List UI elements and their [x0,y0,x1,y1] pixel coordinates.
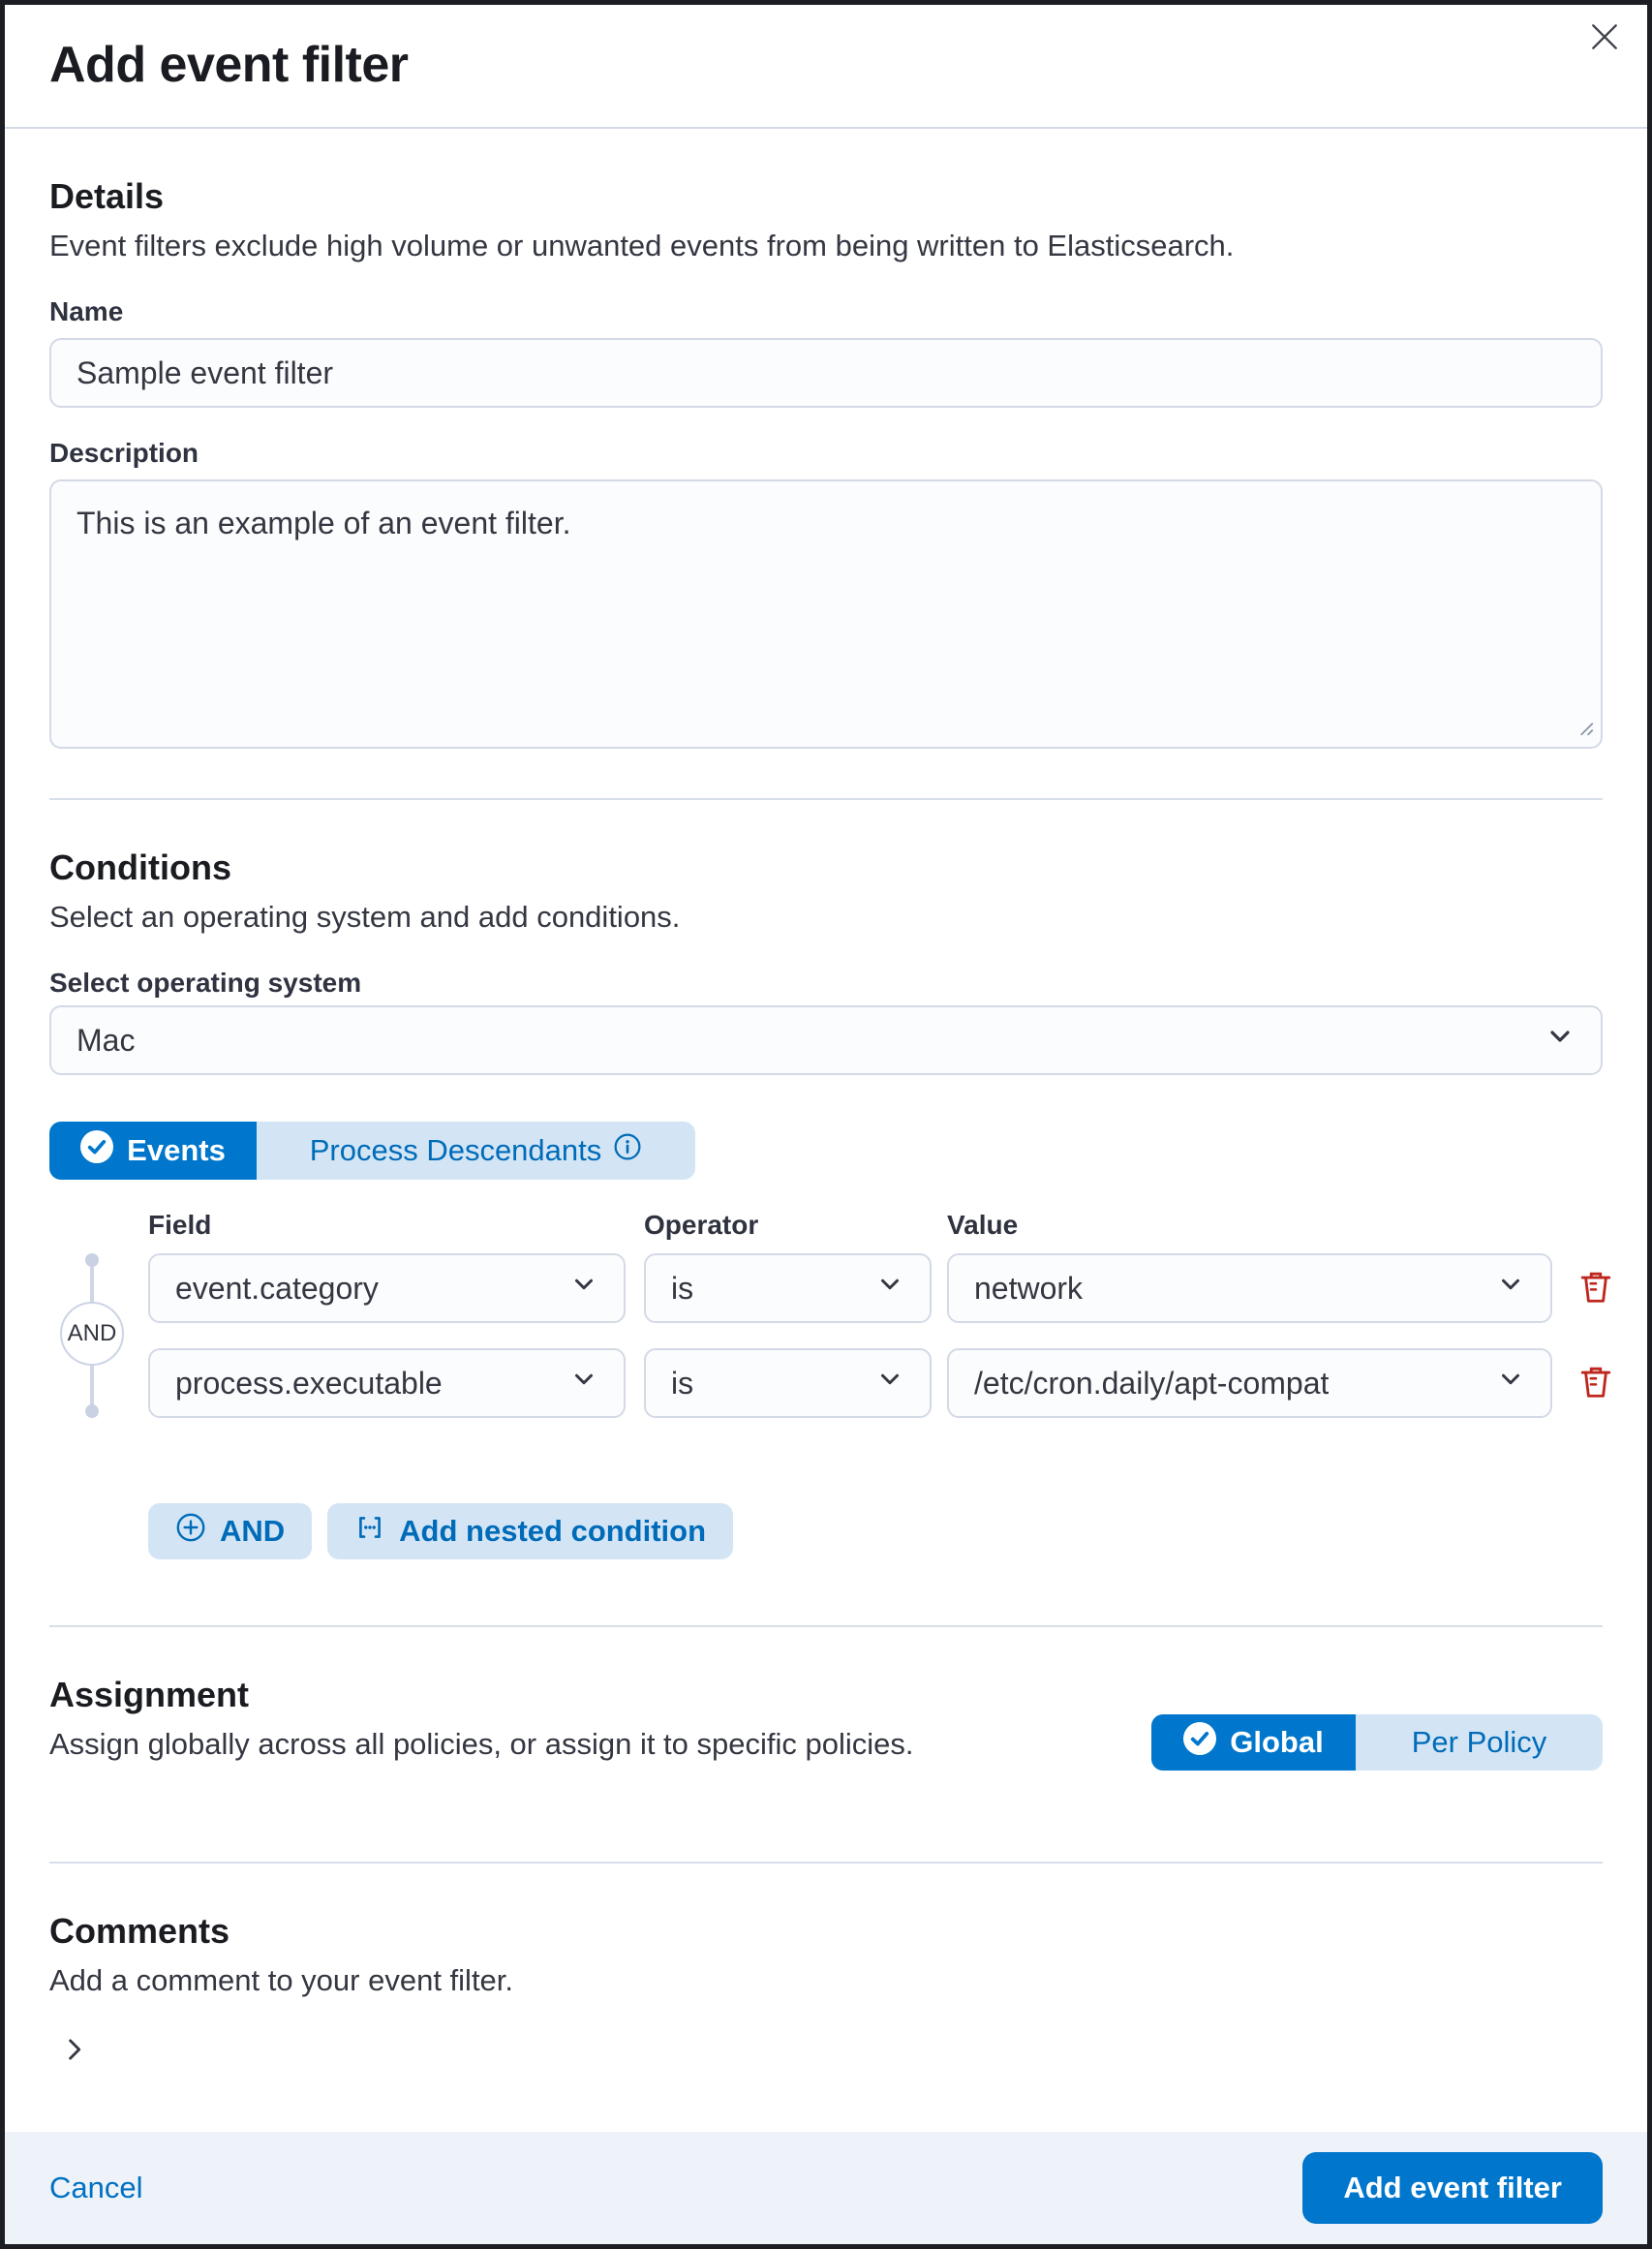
page-title: Add event filter [49,37,409,93]
conditions-heading: Conditions [49,847,231,887]
trash-icon [1577,1269,1614,1309]
tab-process-descendants-label: Process Descendants [309,1133,602,1167]
field-select[interactable] [148,1253,626,1323]
check-in-circle-icon [1183,1722,1216,1763]
field-column-label: Field [148,1210,212,1240]
condition-actions [49,1503,1603,1559]
add-nested-condition-button[interactable] [327,1503,733,1559]
comments-subtitle: Add a comment to your event filter. [49,1963,514,1997]
add-and-condition-label: AND [220,1514,286,1548]
toggle-per-policy-label: Per Policy [1411,1725,1547,1759]
comments-heading: Comments [49,1911,230,1951]
and-connector-badge: AND [60,1302,124,1366]
toggle-global[interactable] [1151,1714,1356,1771]
toggle-per-policy[interactable] [1356,1714,1603,1771]
modal-footer [5,2132,1647,2244]
assignment-toggle [1151,1714,1603,1771]
os-select-label: Select operating system [49,968,362,998]
chevron-down-icon [1545,1021,1576,1060]
chevron-down-icon [875,1270,904,1307]
cancel-button[interactable]: Cancel [49,2171,143,2204]
operator-select[interactable] [644,1348,932,1418]
comments-expand-button[interactable] [61,2036,88,2066]
value-select[interactable] [947,1348,1552,1418]
toggle-global-label: Global [1230,1725,1324,1759]
condition-column-labels [49,1209,1603,1242]
condition-rows [49,1253,1603,1418]
description-textarea[interactable] [49,479,1603,749]
condition-row [49,1348,1603,1418]
divider [49,798,1603,800]
name-label: Name [49,296,124,326]
value-select-value: network [974,1270,1084,1306]
operator-select-value: is [671,1365,694,1401]
delete-condition-button[interactable] [1577,1267,1614,1309]
nested-brackets-icon [354,1512,385,1551]
value-select-value: /etc/cron.daily/apt-compat [974,1365,1330,1401]
close-button[interactable] [1583,16,1626,59]
chevron-down-icon [1496,1365,1525,1402]
modal-body [5,175,1647,2068]
assignment-heading: Assignment [49,1675,250,1714]
chevron-down-icon [569,1365,598,1402]
tab-events-label: Events [127,1133,226,1167]
plus-in-circle-icon [175,1512,206,1551]
close-icon [1588,20,1621,56]
conditions-subtitle: Select an operating system and add conditions. [49,900,681,934]
check-in-circle-icon [80,1130,113,1171]
and-connector [49,1253,148,1418]
operator-column-label: Operator [644,1210,759,1240]
os-select[interactable] [49,1005,1603,1075]
add-nested-condition-label: Add nested condition [399,1514,707,1548]
add-and-condition-button[interactable] [148,1503,312,1559]
divider [49,1862,1603,1864]
chevron-down-icon [1496,1270,1525,1307]
tab-events[interactable] [49,1122,257,1180]
field-select-value: event.category [175,1270,379,1306]
details-heading: Details [49,176,165,216]
condition-type-tabs [49,1122,695,1180]
operator-select-value: is [671,1270,694,1306]
os-select-value: Mac [76,1022,136,1058]
condition-row [49,1253,1603,1323]
modal-header [5,5,1647,129]
operator-select[interactable] [644,1253,932,1323]
delete-condition-button[interactable] [1577,1362,1614,1404]
chevron-down-icon [569,1270,598,1307]
assignment-subtitle: Assign globally across all policies, or assign it to specific policies. [49,1727,914,1761]
value-select[interactable] [947,1253,1552,1323]
description-field-wrap [49,479,1603,754]
tab-process-descendants[interactable] [257,1122,695,1180]
description-label: Description [49,438,199,468]
assignment-section [49,1627,1603,1765]
field-select-value: process.executable [175,1365,443,1401]
name-input[interactable] [49,338,1603,408]
chevron-down-icon [875,1365,904,1402]
details-description: Event filters exclude high volume or unwanted events from being written to Elasticsearch. [49,229,1235,262]
trash-icon [1577,1364,1614,1403]
field-select[interactable] [148,1348,626,1418]
add-event-filter-button[interactable]: Add event filter [1302,2152,1603,2224]
resize-grip-icon[interactable] [1574,716,1595,742]
value-column-label: Value [947,1210,1019,1240]
chevron-right-icon [61,2036,88,2066]
info-icon [613,1132,642,1169]
